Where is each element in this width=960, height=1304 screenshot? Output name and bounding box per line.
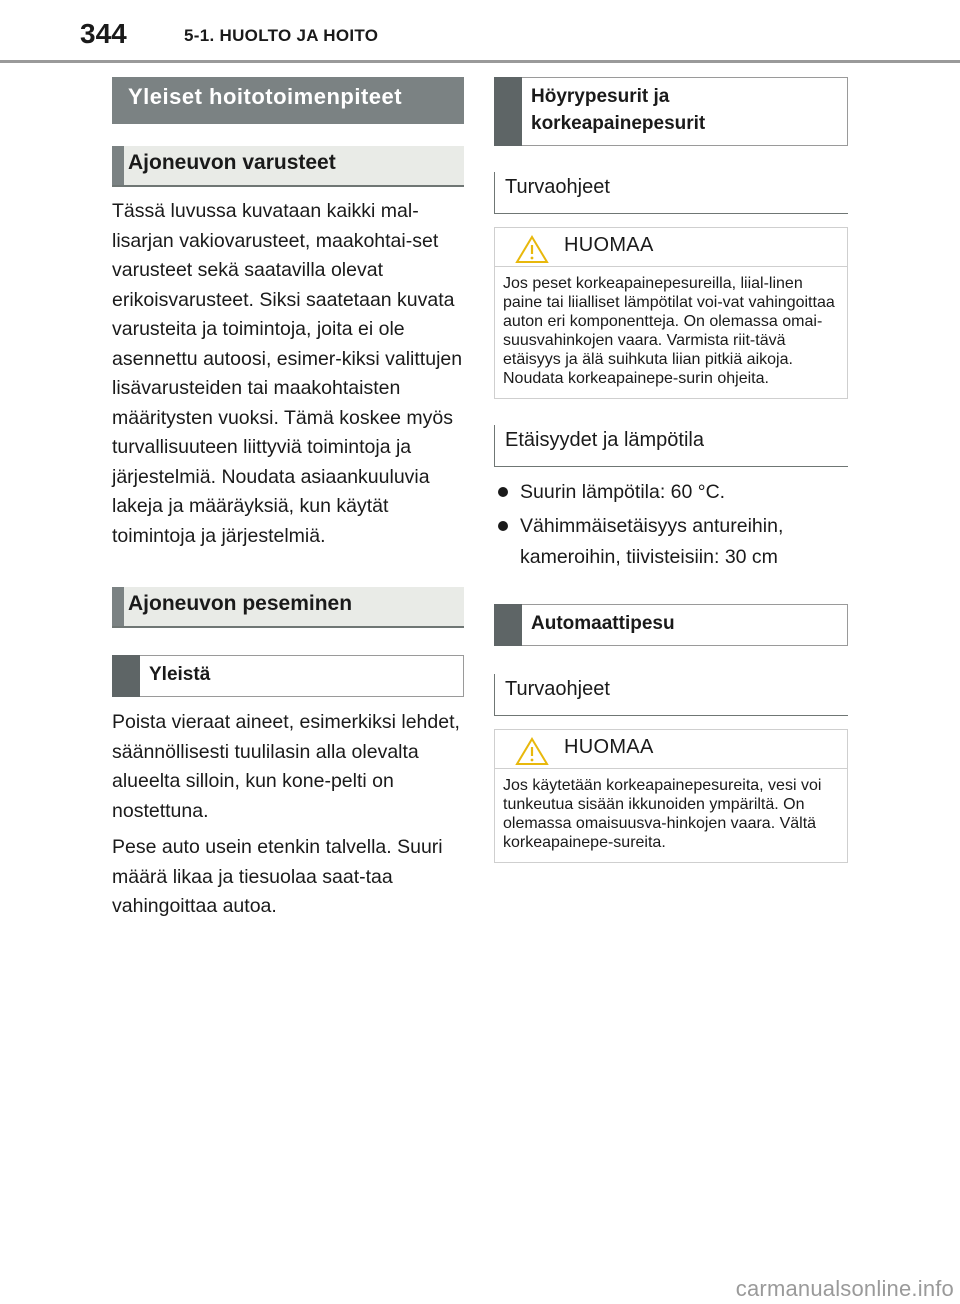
right-column — [494, 77, 848, 863]
section-safety-2-label: Turvaohjeet — [505, 678, 610, 700]
notice-box-2 — [494, 729, 848, 863]
notice-title-2: HUOMAA — [564, 736, 654, 758]
notice-text-1: Jos peset korkeapainepesureilla, liial-linen paine tai liialliset lämpötilat voi-vat vahingoittaa auton eri komponentteja. On olemassa omai-suusvahinkojen vaara. Varmista riit-tävä etäisyys ja älä suihkuta liian pitkiä aikoja. Noudata korkeapainepe-surin ohjeita. — [503, 275, 835, 387]
box-heading-automatic-wash — [494, 604, 848, 646]
notice-text-2: Jos käytetään korkeapainepesureita, vesi voi tunkeutua sisään ikkunoiden ympäriltä. On olemassa omaisuusva-hinkojen vaara. Vältä korkeapainepe-sureita. — [503, 777, 822, 851]
subheading-washing — [112, 587, 464, 628]
bullet-min-distance: Vähimmäisetäisyys antureihin, kameroihin, tiivisteisiin: 30 cm — [494, 511, 848, 573]
notice-header-1 — [495, 228, 847, 267]
section-safety-1-label: Turvaohjeet — [505, 176, 610, 198]
left-column — [112, 77, 464, 922]
site-watermark: carmanualsonline.info — [735, 1276, 954, 1301]
page-number: 344 — [80, 18, 127, 49]
section-safety-2 — [494, 674, 848, 716]
section-title: Yleiset hoitotoimenpiteet — [112, 77, 464, 124]
section-distance-temperature-label: Etäisyydet ja lämpötila — [505, 429, 704, 451]
page-header — [0, 0, 960, 62]
subheading-equipment-label: Ajoneuvon varusteet — [128, 151, 336, 174]
box-heading-general-label: Yleistä — [149, 664, 211, 685]
chapter-title: 5-1. HUOLTO JA HOITO — [184, 26, 379, 45]
header-rule — [0, 60, 960, 63]
subheading-equipment — [112, 146, 464, 187]
box-heading-pressure-washers-label: Höyrypesurit ja korkeapainepesurit — [531, 86, 706, 134]
subheading-washing-label: Ajoneuvon peseminen — [128, 592, 353, 615]
warning-triangle-icon — [515, 736, 549, 766]
general-paragraph-1: Poista vieraat aineet, esimerkiksi lehdet, säännöllisesti tuulilasin alla olevalta alueelta silloin, kun kone-pelti on nostettuna. — [112, 711, 460, 822]
notice-header-2 — [495, 730, 847, 769]
distance-bullet-list — [494, 477, 848, 573]
general-paragraph-2: Pese auto usein etenkin talvella. Suuri määrä likaa ja tiesuolaa saat-taa vahingoittaa autoa. — [112, 836, 443, 917]
box-heading-pressure-washers — [494, 77, 848, 146]
equipment-paragraph: Tässä luvussa kuvataan kaikki mal-lisarjan vakiovarusteet, maakohtai-set varusteet sekä saatavilla olevat erikoisvarusteet. Siksi saatetaan kuvata varusteita ja toimintoja, joita ei ole asennettu autoosi, esimer-kiksi valittujen lisävarusteiden tai maakohtaisten määritysten vuoksi. Tämä koskee myös turvallisuuteen liittyviä toimintoja ja järjestelmiä. Noudata asiaankuuluvia lakeja ja määräyksiä, kun käytät toimintoja ja järjestelmiä. — [112, 200, 463, 547]
bullet-max-temperature: Suurin lämpötila: 60 °C. — [494, 477, 848, 508]
box-heading-general — [112, 655, 464, 697]
section-distance-temperature — [494, 425, 848, 467]
box-heading-automatic-wash-label: Automaattipesu — [531, 613, 675, 634]
warning-triangle-icon — [515, 234, 549, 264]
section-safety-1 — [494, 172, 848, 214]
notice-title-1: HUOMAA — [564, 234, 654, 256]
notice-box-1 — [494, 227, 848, 399]
